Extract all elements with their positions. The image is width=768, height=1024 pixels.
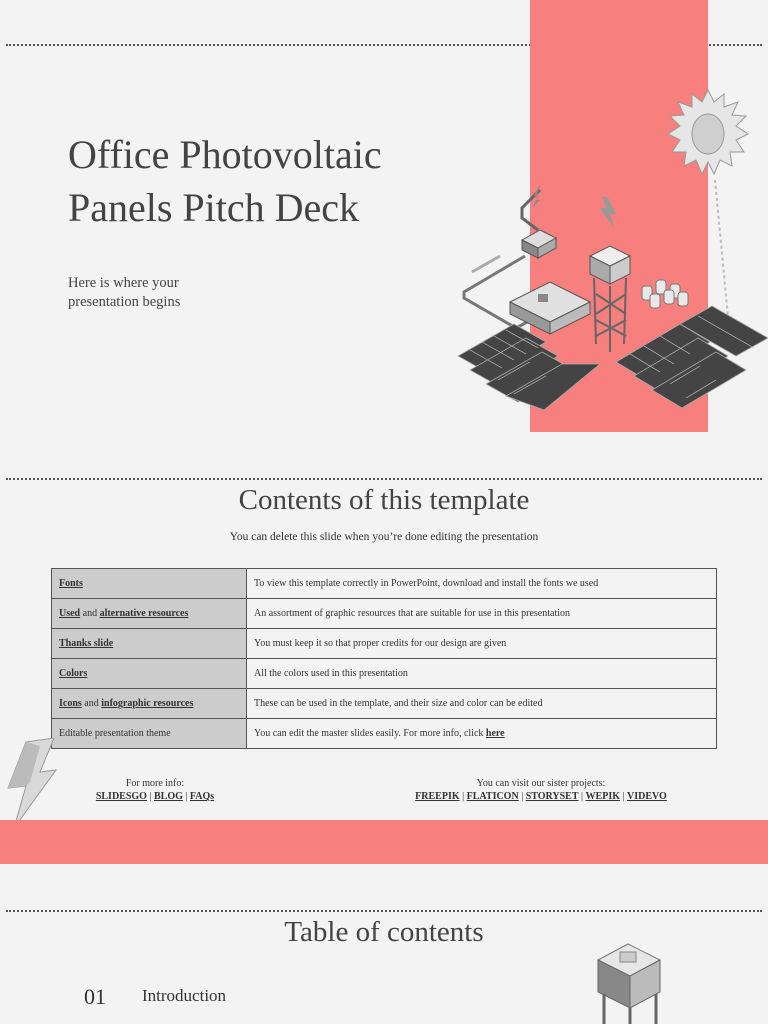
title-line: Panels Pitch Deck	[68, 185, 360, 230]
row-link[interactable]: infographic resources	[101, 698, 194, 709]
link-separator: |	[518, 791, 526, 802]
contents-table	[51, 568, 717, 749]
table-row	[52, 689, 717, 719]
row-label-joiner: and	[80, 608, 100, 619]
footer-link[interactable]: VIDEVO	[627, 791, 667, 802]
row-link[interactable]: Icons	[59, 698, 82, 709]
footer-link[interactable]: WEPIK	[585, 791, 620, 802]
presentation-subtitle	[68, 274, 268, 312]
row-link[interactable]: Used	[59, 608, 81, 619]
row-label	[52, 689, 247, 719]
row-link[interactable]: Thanks slide	[59, 638, 114, 649]
contents-note: You can delete this slide when you’re done editing the presentation	[229, 531, 539, 543]
footer-link[interactable]: BLOG	[153, 791, 183, 802]
row-label	[52, 599, 247, 629]
link-separator: |	[146, 791, 154, 802]
sun-icon	[668, 90, 748, 174]
toc-item-label: Introduction	[142, 986, 227, 1005]
solar-plant-illustration	[450, 80, 768, 420]
dotted-divider	[6, 910, 762, 912]
table-row	[52, 659, 717, 689]
water-tower-icon	[594, 930, 666, 1024]
footer-link[interactable]: FAQs	[189, 791, 215, 802]
here-link[interactable]: here	[485, 728, 505, 739]
row-link[interactable]: Colors	[59, 668, 88, 679]
toc-item-number: 01	[84, 984, 106, 1009]
table-row	[52, 719, 717, 749]
row-label	[52, 569, 247, 599]
sister-projects-label: You can visit our sister projects:	[476, 778, 606, 789]
link-separator: |	[459, 791, 467, 802]
table-row	[52, 599, 717, 629]
contents-title: Contents of this template	[238, 484, 530, 516]
row-description: An assortment of graphic resources that are suitable for use in this presentation	[247, 599, 717, 629]
row-description-text: You can edit the master slides easily. For more info, click	[254, 728, 486, 739]
row-description: To view this template correctly in PowerPoint, download and install the fonts we used	[247, 569, 717, 599]
row-description: These can be used in the template, and their size and color can be edited	[247, 689, 717, 719]
row-description	[247, 719, 717, 749]
row-label	[52, 629, 247, 659]
footer-link[interactable]: FLATICON	[466, 791, 519, 802]
dotted-divider	[6, 478, 762, 480]
title-line: Office Photovoltaic	[68, 132, 382, 177]
accent-bar	[0, 820, 768, 864]
toc-slide	[0, 900, 768, 1024]
footer-link[interactable]: SLIDESGO	[95, 791, 147, 802]
row-description: All the colors used in this presentation	[247, 659, 717, 689]
row-label	[52, 659, 247, 689]
table-row	[52, 569, 717, 599]
subtitle-line: presentation begins	[68, 294, 181, 310]
footer-link[interactable]: STORYSET	[525, 791, 579, 802]
lightning-bolt-icon	[0, 738, 60, 830]
presentation-title	[68, 128, 488, 234]
row-description: You must keep it so that proper credits for our design are given	[247, 629, 717, 659]
more-info-links	[80, 790, 230, 803]
link-separator: |	[578, 791, 586, 802]
row-label-joiner: and	[81, 698, 102, 709]
footer-link[interactable]: FREEPIK	[415, 791, 460, 802]
more-info	[80, 777, 230, 803]
cover-slide	[0, 0, 768, 470]
table-row	[52, 629, 717, 659]
row-label: Editable presentation theme	[52, 719, 247, 749]
link-separator: |	[620, 791, 628, 802]
sister-projects-links	[390, 790, 692, 803]
row-link[interactable]: alternative resources	[99, 608, 189, 619]
subtitle-line: Here is where your	[68, 275, 179, 291]
row-link[interactable]: Fonts	[59, 578, 83, 589]
contents-slide	[0, 472, 768, 872]
link-separator: |	[182, 791, 190, 802]
sister-projects	[390, 777, 692, 803]
more-info-label: For more info:	[125, 778, 185, 789]
toc-title: Table of contents	[284, 916, 484, 948]
